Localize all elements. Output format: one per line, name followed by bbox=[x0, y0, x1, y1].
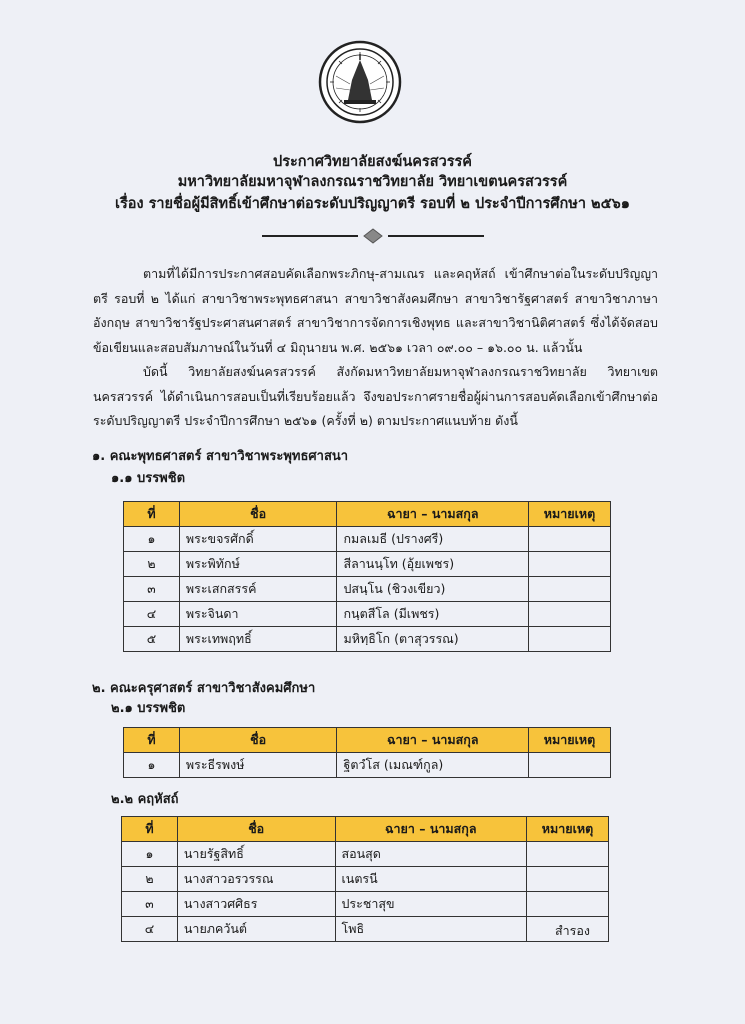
row-no: ๑ bbox=[124, 753, 180, 778]
ornament-divider-icon bbox=[262, 228, 484, 244]
row-surname: ประชาสุข bbox=[335, 892, 527, 917]
university-name: มหาวิทยาลัยมหาจุฬาลงกรณราชวิทยาลัย วิทยาเขตนครสวรรค์ bbox=[177, 174, 568, 190]
row-note bbox=[529, 527, 611, 552]
table-row bbox=[124, 753, 611, 778]
table-row bbox=[124, 627, 611, 652]
column-header-no: ที่ bbox=[124, 502, 180, 527]
column-header-no: ที่ bbox=[124, 728, 180, 753]
table-header-row bbox=[122, 817, 609, 842]
row-name: นายรัฐสิทธิ์ bbox=[177, 842, 335, 867]
row-note bbox=[529, 753, 611, 778]
table-header-row bbox=[124, 728, 611, 753]
row-name: นางสาวศศิธร bbox=[177, 892, 335, 917]
row-surname: สอนสุด bbox=[335, 842, 527, 867]
row-no: ๕ bbox=[124, 627, 180, 652]
table-row bbox=[122, 892, 609, 917]
candidates-table bbox=[123, 727, 611, 778]
announcement-title: ประกาศวิทยาลัยสงฆ์นครสวรรค์ bbox=[273, 154, 472, 170]
row-surname: กมลเมธี (ปรางศรี) bbox=[337, 527, 529, 552]
row-note bbox=[527, 867, 609, 892]
column-header-name: ชื่อ bbox=[179, 502, 337, 527]
subsection-heading: ๑.๑ บรรพชิต bbox=[111, 471, 186, 486]
row-note: สำรอง bbox=[527, 917, 609, 942]
candidates-table bbox=[123, 501, 611, 652]
column-header-surname: ฉายา – นามสกุล bbox=[335, 817, 527, 842]
row-no: ๓ bbox=[122, 892, 178, 917]
row-name: พระพิทักษ์ bbox=[179, 552, 337, 577]
row-surname: กนฺตสีโล (มีเพชร) bbox=[337, 602, 529, 627]
section-heading: ๒. คณะครุศาสตร์ สาขาวิชาสังคมศึกษา bbox=[92, 681, 316, 696]
row-no: ๔ bbox=[122, 917, 178, 942]
row-no: ๑ bbox=[122, 842, 178, 867]
row-surname: ฐิตวํโส (เมณฑ์กูล) bbox=[337, 753, 529, 778]
column-header-note: หมายเหตุ bbox=[529, 728, 611, 753]
table-row bbox=[124, 577, 611, 602]
announcement-subject: เรื่อง รายชื่อผู้มีสิทธิ์เข้าศึกษาต่อระดับปริญญาตรี รอบที่ ๒ ประจำปีการศึกษา ๒๕๖๑ bbox=[115, 196, 630, 212]
row-no: ๒ bbox=[122, 867, 178, 892]
section-heading: ๑. คณะพุทธศาสตร์ สาขาวิชาพระพุทธศาสนา bbox=[92, 449, 349, 464]
row-surname: สีลานนฺโท (อุ้ยเพชร) bbox=[337, 552, 529, 577]
column-header-surname: ฉายา – นามสกุล bbox=[337, 728, 529, 753]
announcement-paragraph-text: บัดนี้ วิทยาลัยสงฆ์นครสวรรค์ สังกัดมหาวิทยาลัยมหาจุฬาลงกรณราชวิทยาลัย วิทยาเขตนครสวรรค์ ได้ดำเนินการสอบเป็นที่เรียบร้อยแล้ว จึงขอประกาศรายชื่อผู้ผ่านการสอบคัดเลือกเข้าศึกษาต่อระดับปริญญาตรี ประจำปีการศึกษา ๒๕๖๑ (ครั้งที่ ๒) ตามประกาศแนบท้าย ดังนี้ bbox=[93, 364, 658, 428]
row-surname: มหิทฺธิโก (ตาสุวรรณ) bbox=[337, 627, 529, 652]
row-no: ๑ bbox=[124, 527, 180, 552]
intro-paragraph-text: ตามที่ได้มีการประกาศสอบคัดเลือกพระภิกษุ-สามเณร และคฤหัสถ์ เข้าศึกษาต่อในระดับปริญญาตรี รอบที่ ๒ ได้แก่ สาขาวิชาพระพุทธศาสนา สาขาวิชาสังคมศึกษา สาขาวิชารัฐศาสตร์ สาขาวิชาภาษาอังกฤษ สาขาวิชารัฐประศาสนศาสตร์ สาขาวิชาการจัดการเชิงพุทธ และสาขาวิชานิติศาสตร์ ซึ่งได้จัดสอบข้อเขียนและสอบสัมภาษณ์ในวันที่ ๔ มิถุนายน พ.ศ. ๒๕๖๑ เวลา ๐๙.๐๐ – ๑๖.๐๐ น. แล้วนั้น bbox=[93, 266, 658, 355]
row-no: ๒ bbox=[124, 552, 180, 577]
table-row bbox=[124, 552, 611, 577]
row-name: พระจินดา bbox=[179, 602, 337, 627]
row-surname: ปสนฺโน (ชิวงเขียว) bbox=[337, 577, 529, 602]
intro-paragraph bbox=[93, 262, 658, 360]
table-row bbox=[122, 917, 609, 942]
row-note bbox=[527, 892, 609, 917]
column-header-surname: ฉายา – นามสกุล bbox=[337, 502, 529, 527]
row-note bbox=[529, 602, 611, 627]
row-note bbox=[529, 552, 611, 577]
table-row bbox=[124, 527, 611, 552]
column-header-name: ชื่อ bbox=[177, 817, 335, 842]
column-header-no: ที่ bbox=[122, 817, 178, 842]
column-header-name: ชื่อ bbox=[179, 728, 337, 753]
row-note bbox=[529, 627, 611, 652]
table-row bbox=[122, 867, 609, 892]
row-no: ๔ bbox=[124, 602, 180, 627]
column-header-note: หมายเหตุ bbox=[527, 817, 609, 842]
row-name: พระเสกสรรค์ bbox=[179, 577, 337, 602]
table-row bbox=[124, 602, 611, 627]
column-header-note: หมายเหตุ bbox=[529, 502, 611, 527]
row-note bbox=[529, 577, 611, 602]
announcement-paragraph bbox=[93, 360, 658, 434]
university-seal-icon bbox=[318, 40, 402, 124]
row-surname: โพธิ bbox=[335, 917, 527, 942]
row-name: นางสาวอรวรรณ bbox=[177, 867, 335, 892]
row-no: ๓ bbox=[124, 577, 180, 602]
row-name: พระเทพฤทธิ์ bbox=[179, 627, 337, 652]
candidates-table bbox=[121, 816, 609, 942]
row-name: นายภควันต์ bbox=[177, 917, 335, 942]
row-name: พระธีรพงษ์ bbox=[179, 753, 337, 778]
row-surname: เนตรนี bbox=[335, 867, 527, 892]
row-note bbox=[527, 842, 609, 867]
table-row bbox=[122, 842, 609, 867]
subsection-heading: ๒.๑ บรรพชิต bbox=[111, 701, 186, 716]
subsection-heading: ๒.๒ คฤหัสถ์ bbox=[111, 792, 179, 807]
row-name: พระขจรศักดิ์ bbox=[179, 527, 337, 552]
table-header-row bbox=[124, 502, 611, 527]
